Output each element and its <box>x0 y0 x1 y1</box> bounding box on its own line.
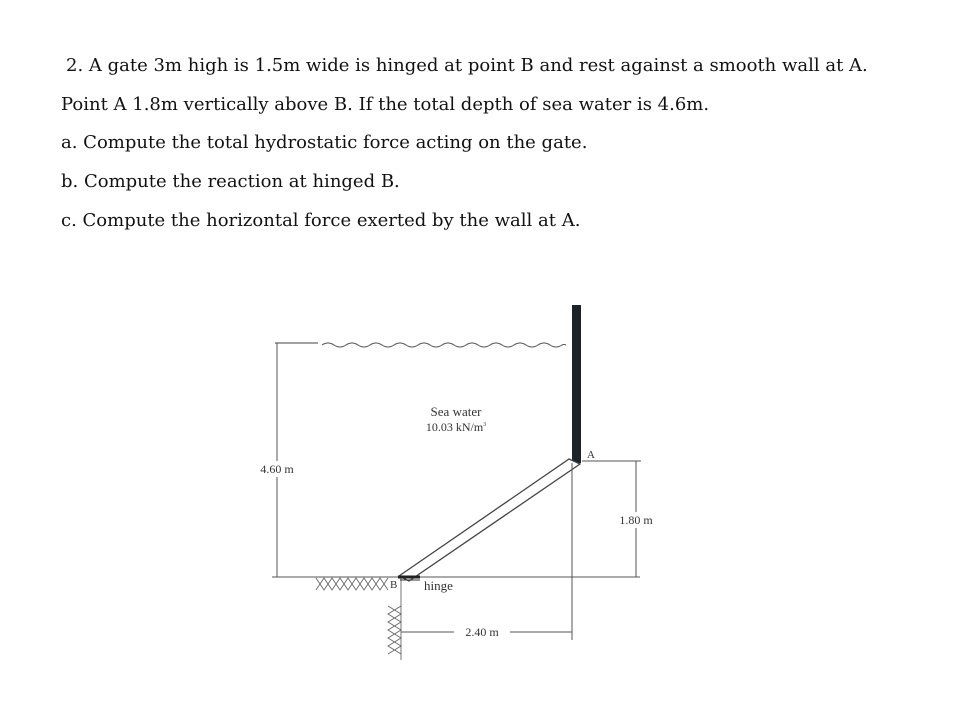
unit-weight-exponent: 3 <box>483 422 487 428</box>
problem-line-2: Point A 1.8m vertically above B. If the total depth of sea water is 4.6m. <box>61 94 710 115</box>
depth-label: 4.60 m <box>260 462 294 476</box>
problem-line-1: 2. A gate 3m high is 1.5m wide is hinged at point B and rest against a smooth wall at A. <box>66 55 868 76</box>
water-surface <box>275 343 566 347</box>
question-a: a. Compute the total hydrostatic force acting on the gate. <box>61 132 588 153</box>
ground-hatch <box>316 578 388 590</box>
question-c: c. Compute the horizontal force exerted by the wall at A. <box>61 210 581 231</box>
fluid-unit-weight <box>426 420 486 434</box>
point-b-label: B <box>390 579 398 591</box>
smooth-wall <box>572 305 581 463</box>
height-a-label: 1.80 m <box>619 513 653 527</box>
unit-weight-value: 10.03 kN/m <box>425 420 484 434</box>
depth-dimension <box>250 343 304 577</box>
fluid-name: Sea water <box>430 404 482 419</box>
question-b: b. Compute the reaction at hinged B. <box>61 171 400 192</box>
horizontal-dimension <box>401 463 572 640</box>
point-a-label: A <box>587 449 595 461</box>
hinge-marker <box>398 577 420 580</box>
hinge-label: hinge <box>424 578 453 593</box>
horizontal-label: 2.40 m <box>465 625 499 639</box>
inclined-gate <box>399 459 580 581</box>
